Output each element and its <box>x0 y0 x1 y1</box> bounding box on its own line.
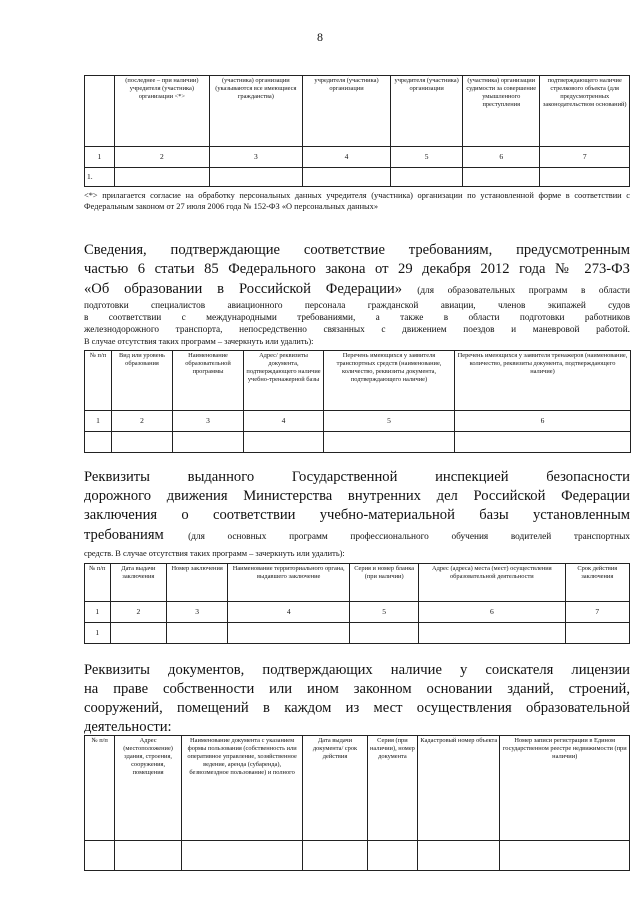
section-3-instruction: средств. В случае отсутствия таких программ – зачеркнуть или удалить): <box>84 549 345 558</box>
empty-cell <box>302 168 390 187</box>
empty-cell <box>173 432 244 453</box>
heading-line: Сведения, подтверждающие соответствие требованиям, предусмотренным <box>84 242 630 258</box>
empty-cell <box>419 623 566 644</box>
column-number: 7 <box>540 147 630 168</box>
header-cell: Перечень имеющихся у заявителя транспортных средств (наименование, количество, реквизиты документа, подтверждающего наличие) <box>324 351 455 411</box>
header-cell: учредителя (участника) организации <box>302 76 390 147</box>
empty-cell <box>350 623 419 644</box>
heading-line: Реквизиты документов, подтверждающих наличие у соискателя лицензии <box>84 662 630 678</box>
premises-table <box>84 735 630 871</box>
empty-cell <box>112 432 173 453</box>
empty-cell <box>110 623 167 644</box>
founders-table <box>84 75 630 187</box>
header-cell <box>85 76 115 147</box>
header-cell: Серия и номер бланка (при наличии) <box>350 564 419 602</box>
empty-cell <box>367 841 418 871</box>
empty-cell <box>565 623 629 644</box>
header-cell: Дата выдачи документа/ срок действия <box>303 736 367 841</box>
column-number: 1 <box>85 602 111 623</box>
column-number: 6 <box>463 147 540 168</box>
empty-cell <box>85 841 115 871</box>
header-cell: Адрес (адреса) места (мест) осуществления образовательной деятельности <box>419 564 566 602</box>
column-number: 5 <box>324 411 455 432</box>
column-number: 2 <box>112 411 173 432</box>
empty-cell <box>85 432 112 453</box>
empty-cell <box>115 841 181 871</box>
header-cell: Адрес/ реквизиты документа, подтверждающего наличие учебно-тренажерной базы <box>244 351 324 411</box>
empty-cell <box>540 168 630 187</box>
column-number: 2 <box>110 602 167 623</box>
heading-line: заключения о соответствии учебно-материальной базы установленным <box>84 506 630 523</box>
page-number: 8 <box>317 30 323 44</box>
heading-line: дорожного движения Министерства внутренних дел Российской Федерации <box>84 487 630 504</box>
empty-cell <box>244 432 324 453</box>
column-number: 6 <box>455 411 631 432</box>
header-cell: (участника) организации (указываются все имеющиеся гражданства) <box>209 76 302 147</box>
header-cell: подтверждающего наличие стрелкового объекта (для предусмотренных законодательством оснований) <box>540 76 630 147</box>
header-cell: № п/п <box>85 736 115 841</box>
empty-cell <box>463 168 540 187</box>
footnote: <*> прилагается согласие на обработку персональных данных учредителя (участника) организации по установленной форме в соответствии с Федеральным законом от 27 июля 2006 года № 152-ФЗ «О персональных данных» <box>84 191 630 212</box>
header-cell: Кадастровый номер объекта <box>418 736 500 841</box>
column-number: 1 <box>85 147 115 168</box>
heading-line: подготовки специалистов авиационного персонала гражданской авиации, членов экипажей судов <box>84 300 630 311</box>
empty-cell <box>391 168 463 187</box>
column-number: 1 <box>85 411 112 432</box>
header-cell: Срок действия заключения <box>565 564 629 602</box>
header-cell: № п/п <box>85 564 111 602</box>
column-number: 6 <box>419 602 566 623</box>
column-number: 4 <box>228 602 350 623</box>
column-number: 7 <box>565 602 629 623</box>
heading-line: требованиям <box>84 526 164 543</box>
section-2-heading <box>84 241 630 336</box>
column-number: 5 <box>350 602 419 623</box>
column-number: 3 <box>167 602 228 623</box>
section-3-heading <box>84 468 630 546</box>
section-2-instruction: В случае отсутствия таких программ – зачеркнуть или удалить): <box>84 337 314 346</box>
heading-line: «Об образовании в Российской Федерации» <box>84 280 403 297</box>
header-cell: № п/п <box>85 351 112 411</box>
empty-cell <box>114 168 209 187</box>
section-4-heading <box>84 661 630 737</box>
header-cell: Адрес (местоположение) здания, строения, сооружения, помещения <box>115 736 181 841</box>
header-cell: (последнее – при наличии) учредителя (участника) организации <*> <box>114 76 209 147</box>
column-number: 3 <box>173 411 244 432</box>
heading-line: деятельности: <box>84 718 172 735</box>
empty-cell <box>167 623 228 644</box>
column-number: 4 <box>244 411 324 432</box>
empty-cell <box>500 841 630 871</box>
empty-cell <box>418 841 500 871</box>
empty-cell <box>303 841 367 871</box>
header-cell: Наименование документа с указанием формы пользования (собственность или оперативное управление, хозяйственное ведение, аренда (субаренда), безвозмездное пользование) и полного <box>181 736 303 841</box>
empty-cell <box>228 623 350 644</box>
header-cell: Дата выдачи заключения <box>110 564 167 602</box>
programs-table <box>84 350 631 453</box>
row-number: 1 <box>85 623 111 644</box>
header-cell: Наименование образовательной программы <box>173 351 244 411</box>
heading-line: в соответствии с международными требованиями, а также в области подготовки работников <box>84 312 630 323</box>
header-cell: Перечень имеющихся у заявителя тренажеров (наименование, количество, реквизиты документа, подтверждающего наличие) <box>455 351 631 411</box>
header-cell: Наименование территориального органа, выдавшего заключение <box>228 564 350 602</box>
heading-line: сооружений, помещений в каждом из мест осуществления образовательной <box>84 699 630 716</box>
heading-line: железнодорожного транспорта, непосредственно связанных с движением поездов и маневровой работой. <box>84 324 630 335</box>
column-number: 2 <box>114 147 209 168</box>
empty-cell <box>455 432 631 453</box>
header-cell: учредителя (участника) организации <box>391 76 463 147</box>
column-number: 3 <box>209 147 302 168</box>
gibdd-conclusion-table <box>84 563 630 644</box>
empty-cell <box>209 168 302 187</box>
header-cell: Вид или уровень образования <box>112 351 173 411</box>
column-number: 5 <box>391 147 463 168</box>
empty-cell <box>181 841 303 871</box>
empty-cell <box>324 432 455 453</box>
header-cell: (участника) организации судимости за совершение умышленного преступления <box>463 76 540 147</box>
column-number: 4 <box>302 147 390 168</box>
heading-line: на праве собственности или ином законном основании зданий, строений, <box>84 680 630 697</box>
header-cell: Серия (при наличии), номер документа <box>367 736 418 841</box>
heading-line: частью 6 статьи 85 Федерального закона от 29 декабря 2012 года № 273-ФЗ <box>84 260 630 277</box>
heading-line: (для образовательных программ в области <box>417 285 630 296</box>
header-cell: Номер записи регистрации в Едином государственном реестре недвижимости (при наличии) <box>500 736 630 841</box>
header-cell: Номер заключения <box>167 564 228 602</box>
heading-line: (для основных программ профессионального обучения водителей транспортных <box>188 531 630 542</box>
heading-line: Реквизиты выданного Государственной инспекцией безопасности <box>84 469 630 485</box>
row-number: 1. <box>85 168 115 187</box>
